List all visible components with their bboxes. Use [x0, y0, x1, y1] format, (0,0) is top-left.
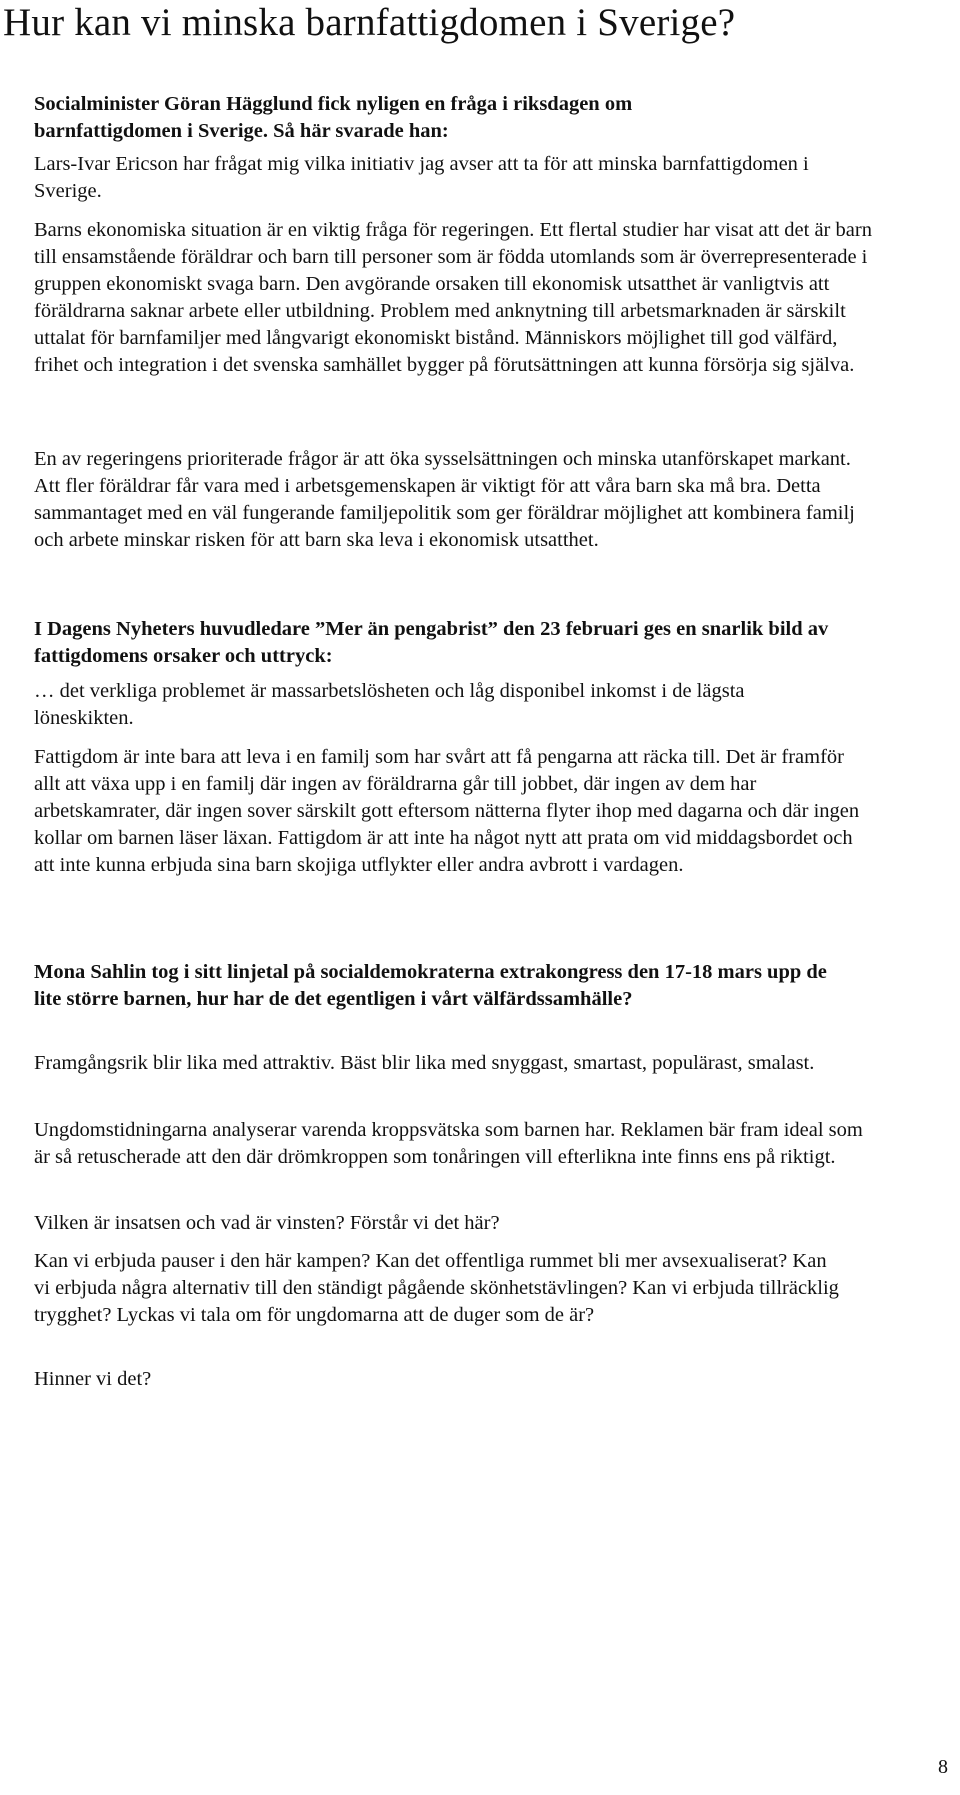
section3-heading: Mona Sahlin tog i sitt linjetal på socialdemokraterna extrakongress den 17-18 mars upp de lite större barnen, hur har de det egentligen i vårt välfärdssamhälle? — [34, 961, 827, 1010]
section2-heading: I Dagens Nyheters huvudledare ”Mer än pengabrist” den 23 februari ges en snarlik bild av fattigdomens orsaker och uttryck: — [34, 618, 829, 667]
section3-paragraph-1: Framgångsrik blir lika med attraktiv. Bäst blir lika med snyggast, smartast, populärast, smalast. — [34, 1052, 815, 1074]
section3-paragraph-3: Vilken är insatsen och vad är vinsten? Förstår vi det här? — [34, 1212, 500, 1234]
section3-paragraph-2: Ungdomstidningarna analyserar varenda kroppsvätska som barnen har. Reklamen bär fram ideal som är så retuscherade att den där drömkroppen som tonåringen vill efterlikna inte finns ens på riktigt. — [34, 1119, 863, 1168]
section2-paragraph-1: … det verkliga problemet är massarbetslösheten och låg disponibel inkomst i de lägsta löneskikten. — [34, 680, 745, 729]
section1-paragraph-2: Barns ekonomiska situation är en viktig fråga för regeringen. Ett flertal studier har visat att det är barn till ensamstående föräldrar och barn till personer som är födda utomlands som är överrepresenterade i gruppen ekonomiskt svaga barn. Den avgörande orsaken till ekonomisk utsatthet är vanligtvis att föräldrarna saknar arbete eller utbildning. Problem med anknytning till arbetsmarknaden är särskilt uttalat för barnfamiljer med långvarigt ekonomiskt bistånd. Människors möjlighet till god välfärd, frihet och integration i det svenska samhället bygger på förutsättningen att kunna försörja sig själva. — [34, 219, 872, 376]
section1-paragraph-3: En av regeringens prioriterade frågor är att öka sysselsättningen och minska utanförskapet markant. Att fler föräldrar får vara med i arbetsgemenskapen är viktigt för att våra barn ska må bra. Detta sammantaget med en väl fungerande familjepolitik som ger föräldrar möjlighet att kombinera familj och arbete minskar risken för att barn ska leva i ekonomisk utsatthet. — [34, 448, 855, 551]
section1-heading: Socialminister Göran Hägglund fick nyligen en fråga i riksdagen om barnfattigdomen i Sverige. Så här svarade han: — [34, 93, 633, 142]
section1-paragraph-1: Lars-Ivar Ericson har frågat mig vilka initiativ jag avser att ta för att minska barnfattigdomen i Sverige. — [34, 153, 809, 202]
section2-paragraph-2: Fattigdom är inte bara att leva i en familj som har svårt att få pengarna att räcka till. Det är framför allt att växa upp i en familj där ingen av föräldrarna går till jobbet, där ingen av dem har arbetskamrater, där ingen sover särskilt gott eftersom nätterna flyter ihop med dagarna och där ingen kollar om barnen läser läxan. Fattigdom är att inte ha något nytt att prata om vid middagsbordet och att inte kunna erbjuda sina barn skojiga utflykter eller andra avbrott i vardagen. — [34, 746, 860, 876]
section3-paragraph-4: Kan vi erbjuda pauser i den här kampen? Kan det offentliga rummet bli mer avsexualiserat? Kan vi erbjuda några alternativ till den ständigt pågående skönhetstävlingen? Kan vi erbjuda tillräcklig trygghet? Lyckas vi tala om för ungdomarna att de duger som de är? — [34, 1250, 839, 1326]
page-number: 8 — [938, 1756, 948, 1778]
page-title: Hur kan vi minska barnfattigdomen i Sverige? — [3, 1, 736, 44]
section3-paragraph-5: Hinner vi det? — [34, 1368, 152, 1390]
